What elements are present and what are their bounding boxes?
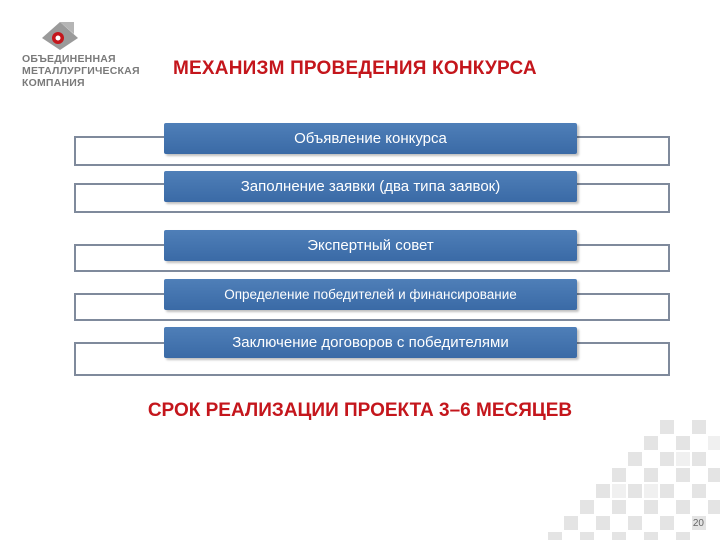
process-step <box>164 230 577 261</box>
process-step-label: Заполнение заявки (два типа заявок) <box>240 178 501 195</box>
logo-line: ОБЪЕДИНЕННАЯ <box>22 53 116 65</box>
process-step-label: Экспертный совет <box>307 237 434 254</box>
process-step <box>164 171 577 202</box>
process-step <box>164 327 577 358</box>
process-step-label: Заключение договоров с победителями <box>232 334 509 351</box>
process-step-label: Определение победителей и финансирование <box>224 287 517 302</box>
page-number: 20 <box>692 518 704 529</box>
process-step <box>164 279 577 310</box>
logo-text <box>22 53 172 89</box>
logo-line: КОМПАНИЯ <box>22 77 85 89</box>
process-step-label: Объявление конкурса <box>294 130 447 147</box>
deadline-text: СРОК РЕАЛИЗАЦИИ ПРОЕКТА 3–6 МЕСЯЦЕВ <box>147 400 573 421</box>
page-title: МЕХАНИЗМ ПРОВЕДЕНИЯ КОНКУРСА <box>173 58 537 79</box>
company-logo <box>22 20 162 105</box>
logo-line: МЕТАЛЛУРГИЧЕСКАЯ <box>22 65 140 77</box>
process-step <box>164 123 577 154</box>
logo-mark-icon <box>34 20 86 52</box>
